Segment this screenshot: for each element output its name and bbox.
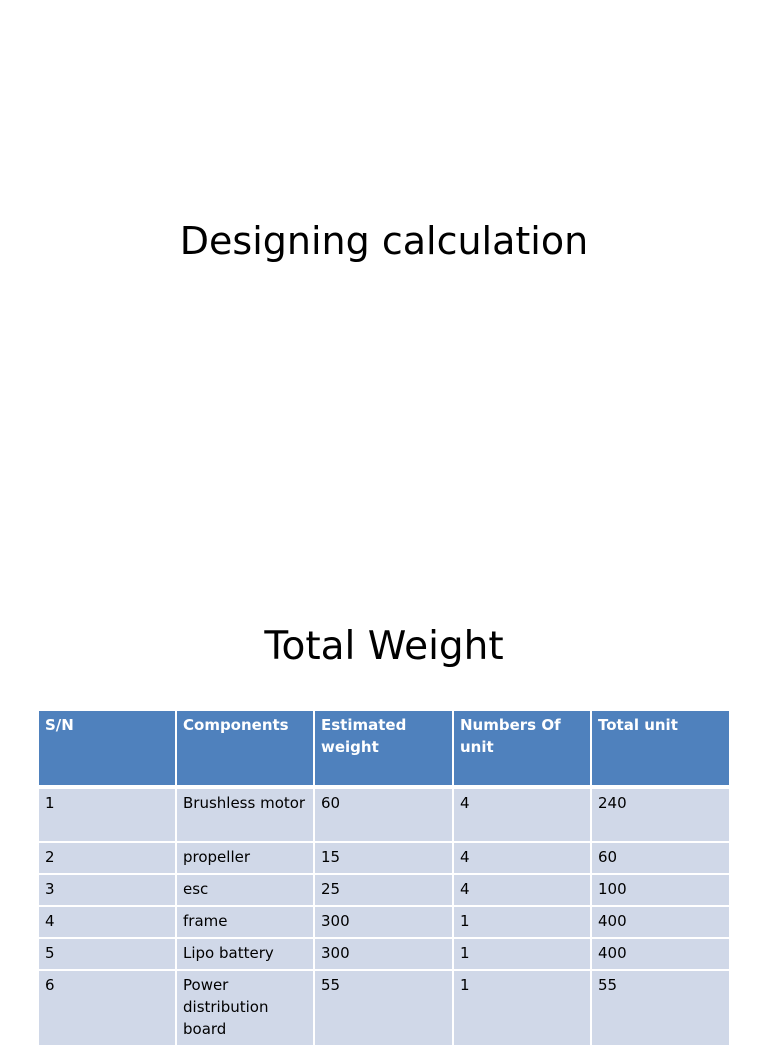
cell-estimated-weight: 55 bbox=[314, 970, 453, 1046]
cell-sn: 2 bbox=[39, 842, 176, 874]
cell-sn: 3 bbox=[39, 874, 176, 906]
cell-total-unit: 100 bbox=[591, 874, 729, 906]
cell-estimated-weight: 60 bbox=[314, 787, 453, 842]
cell-component: Lipo battery bbox=[176, 938, 314, 970]
cell-total-unit: 400 bbox=[591, 938, 729, 970]
table-row bbox=[39, 970, 729, 1046]
slide-title: Designing calculation bbox=[179, 219, 589, 263]
header-estimated-weight: Estimated weight bbox=[314, 711, 453, 787]
table-row bbox=[39, 938, 729, 970]
header-sn: S/N bbox=[39, 711, 176, 787]
cell-estimated-weight: 25 bbox=[314, 874, 453, 906]
cell-estimated-weight: 300 bbox=[314, 906, 453, 938]
cell-total-unit: 55 bbox=[591, 970, 729, 1046]
cell-sn: 1 bbox=[39, 787, 176, 842]
header-components: Components bbox=[176, 711, 314, 787]
table-header-row bbox=[39, 711, 729, 787]
table-row bbox=[39, 842, 729, 874]
cell-total-unit: 240 bbox=[591, 787, 729, 842]
table-row bbox=[39, 874, 729, 906]
cell-sn: 4 bbox=[39, 906, 176, 938]
section-title: Total Weight bbox=[264, 624, 504, 669]
cell-component: propeller bbox=[176, 842, 314, 874]
cell-total-unit: 400 bbox=[591, 906, 729, 938]
cell-numbers-of-unit: 4 bbox=[453, 842, 591, 874]
cell-sn: 6 bbox=[39, 970, 176, 1046]
header-total-unit: Total unit bbox=[591, 711, 729, 787]
cell-estimated-weight: 15 bbox=[314, 842, 453, 874]
header-numbers-of-unit: Numbers Of unit bbox=[453, 711, 591, 787]
cell-numbers-of-unit: 4 bbox=[453, 874, 591, 906]
cell-numbers-of-unit: 1 bbox=[453, 938, 591, 970]
cell-estimated-weight: 300 bbox=[314, 938, 453, 970]
cell-numbers-of-unit: 1 bbox=[453, 906, 591, 938]
cell-component: Power distribution board bbox=[176, 970, 314, 1046]
weight-table bbox=[39, 711, 729, 1047]
table-row bbox=[39, 787, 729, 842]
cell-component: esc bbox=[176, 874, 314, 906]
cell-component: Brushless motor bbox=[176, 787, 314, 842]
cell-numbers-of-unit: 1 bbox=[453, 970, 591, 1046]
cell-total-unit: 60 bbox=[591, 842, 729, 874]
cell-component: frame bbox=[176, 906, 314, 938]
cell-numbers-of-unit: 4 bbox=[453, 787, 591, 842]
cell-sn: 5 bbox=[39, 938, 176, 970]
table-row bbox=[39, 906, 729, 938]
